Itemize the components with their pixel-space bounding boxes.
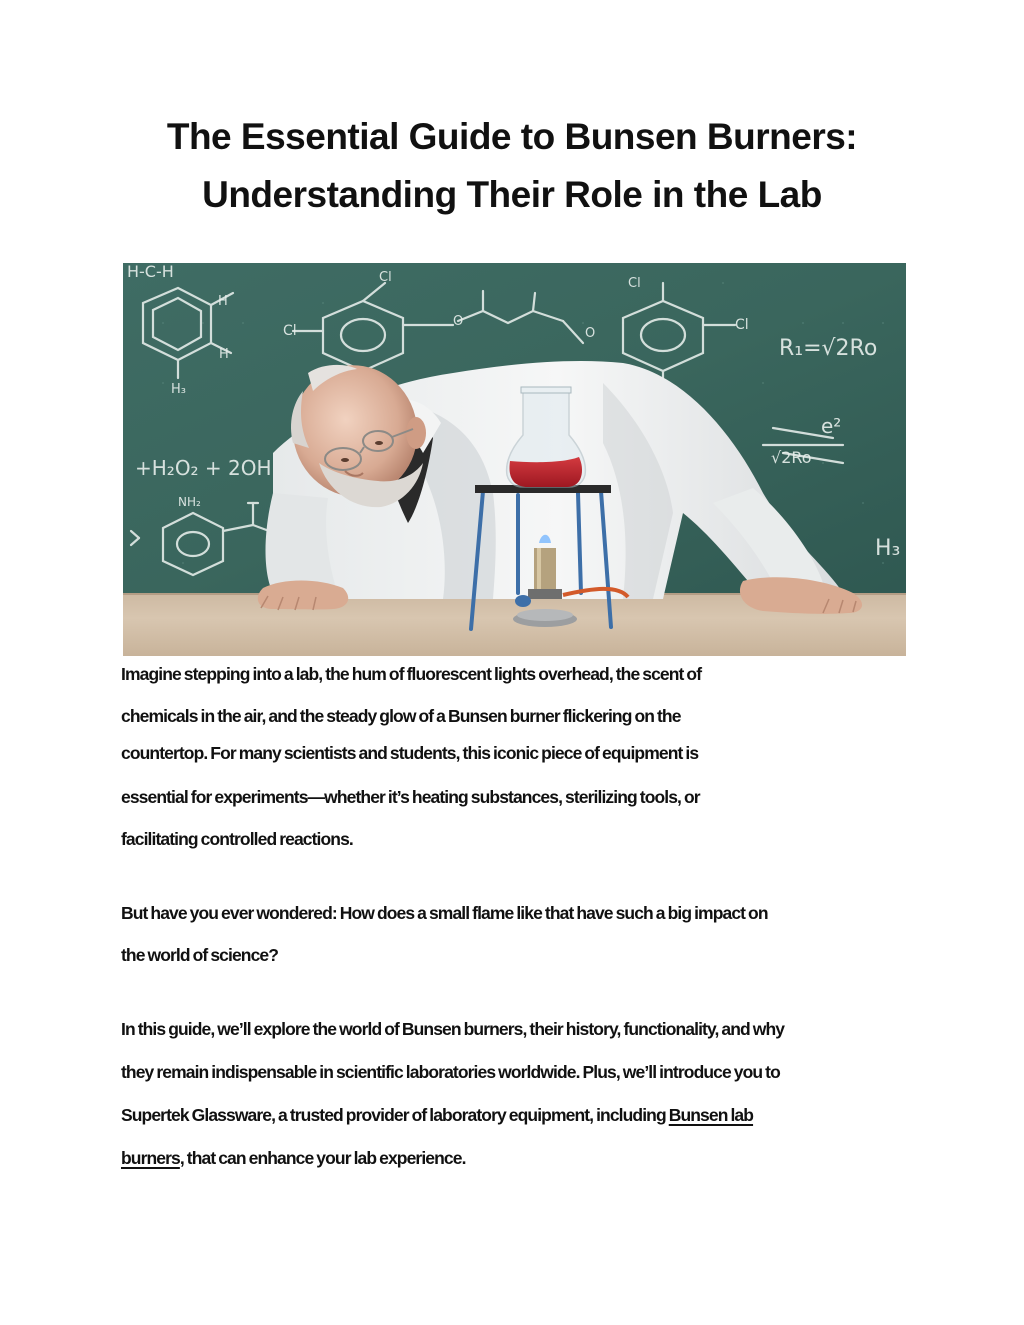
guide-line-3-text: Supertek Glassware, a trusted provider of laboratory equipment, including	[121, 1105, 669, 1125]
intro-line-5: facilitating controlled reactions.	[121, 829, 353, 849]
question-line-2: the world of science?	[121, 945, 279, 965]
svg-text:H: H	[219, 347, 229, 362]
svg-text:H₃: H₃	[171, 382, 186, 397]
title-line-1: The Essential Guide to Bunsen Burners:	[166, 116, 858, 157]
guide-line-3	[121, 1105, 753, 1126]
svg-text:O: O	[585, 326, 596, 341]
svg-text:H: H	[218, 294, 228, 309]
intro-line-2: chemicals in the air, and the steady glow of a Bunsen burner flickering on the	[121, 706, 681, 726]
question-line-1: But have you ever wondered: How does a small flame like that have such a big impact on	[121, 903, 768, 923]
title-line-2: Understanding Their Role in the Lab	[202, 174, 822, 215]
intro-line-4: essential for experiments—whether it’s heating substances, sterilizing tools, or	[121, 787, 700, 807]
svg-text:Cl: Cl	[379, 270, 392, 285]
svg-text:Cl: Cl	[283, 323, 297, 339]
svg-text:O: O	[453, 314, 464, 329]
bunsen-lab-burners-link-part-1[interactable]: Bunsen lab	[668, 1105, 754, 1125]
svg-text:√2Ro: √2Ro	[771, 448, 812, 467]
board-text-hch: H-C-H	[127, 263, 174, 281]
page-title	[100, 108, 924, 224]
svg-text:e²: e²	[821, 414, 842, 438]
guide-line-2: they remain indispensable in scientific laboratories worldwide. Plus, we’ll introduce you to	[121, 1062, 780, 1082]
intro-paragraph	[121, 664, 911, 854]
svg-text:Cl: Cl	[628, 276, 641, 291]
intro-line-3: countertop. For many scientists and students, this iconic piece of equipment is	[121, 743, 699, 763]
guide-line-1: In this guide, we’ll explore the world of Bunsen burners, their history, functionality, and why	[121, 1019, 785, 1039]
svg-text:NH₂: NH₂	[178, 495, 201, 509]
board-text-formula: R₁=√2Ro	[779, 336, 878, 361]
svg-text:+H₂O₂ + 2ОН: +H₂O₂ + 2ОН	[135, 456, 272, 480]
scientist-bunsen-burner-photo	[123, 263, 906, 656]
guide-line-4-text: , that can enhance your lab experience.	[179, 1148, 466, 1168]
guide-line-4	[121, 1148, 466, 1169]
question-paragraph	[121, 903, 911, 973]
intro-line-1: Imagine stepping into a lab, the hum of fluorescent lights overhead, the scent of	[121, 664, 702, 684]
svg-text:Cl: Cl	[735, 317, 749, 333]
guide-paragraph	[121, 1019, 911, 1179]
svg-text:H₃: H₃	[875, 536, 901, 561]
bunsen-lab-burners-link-part-2[interactable]: burners	[121, 1148, 180, 1168]
